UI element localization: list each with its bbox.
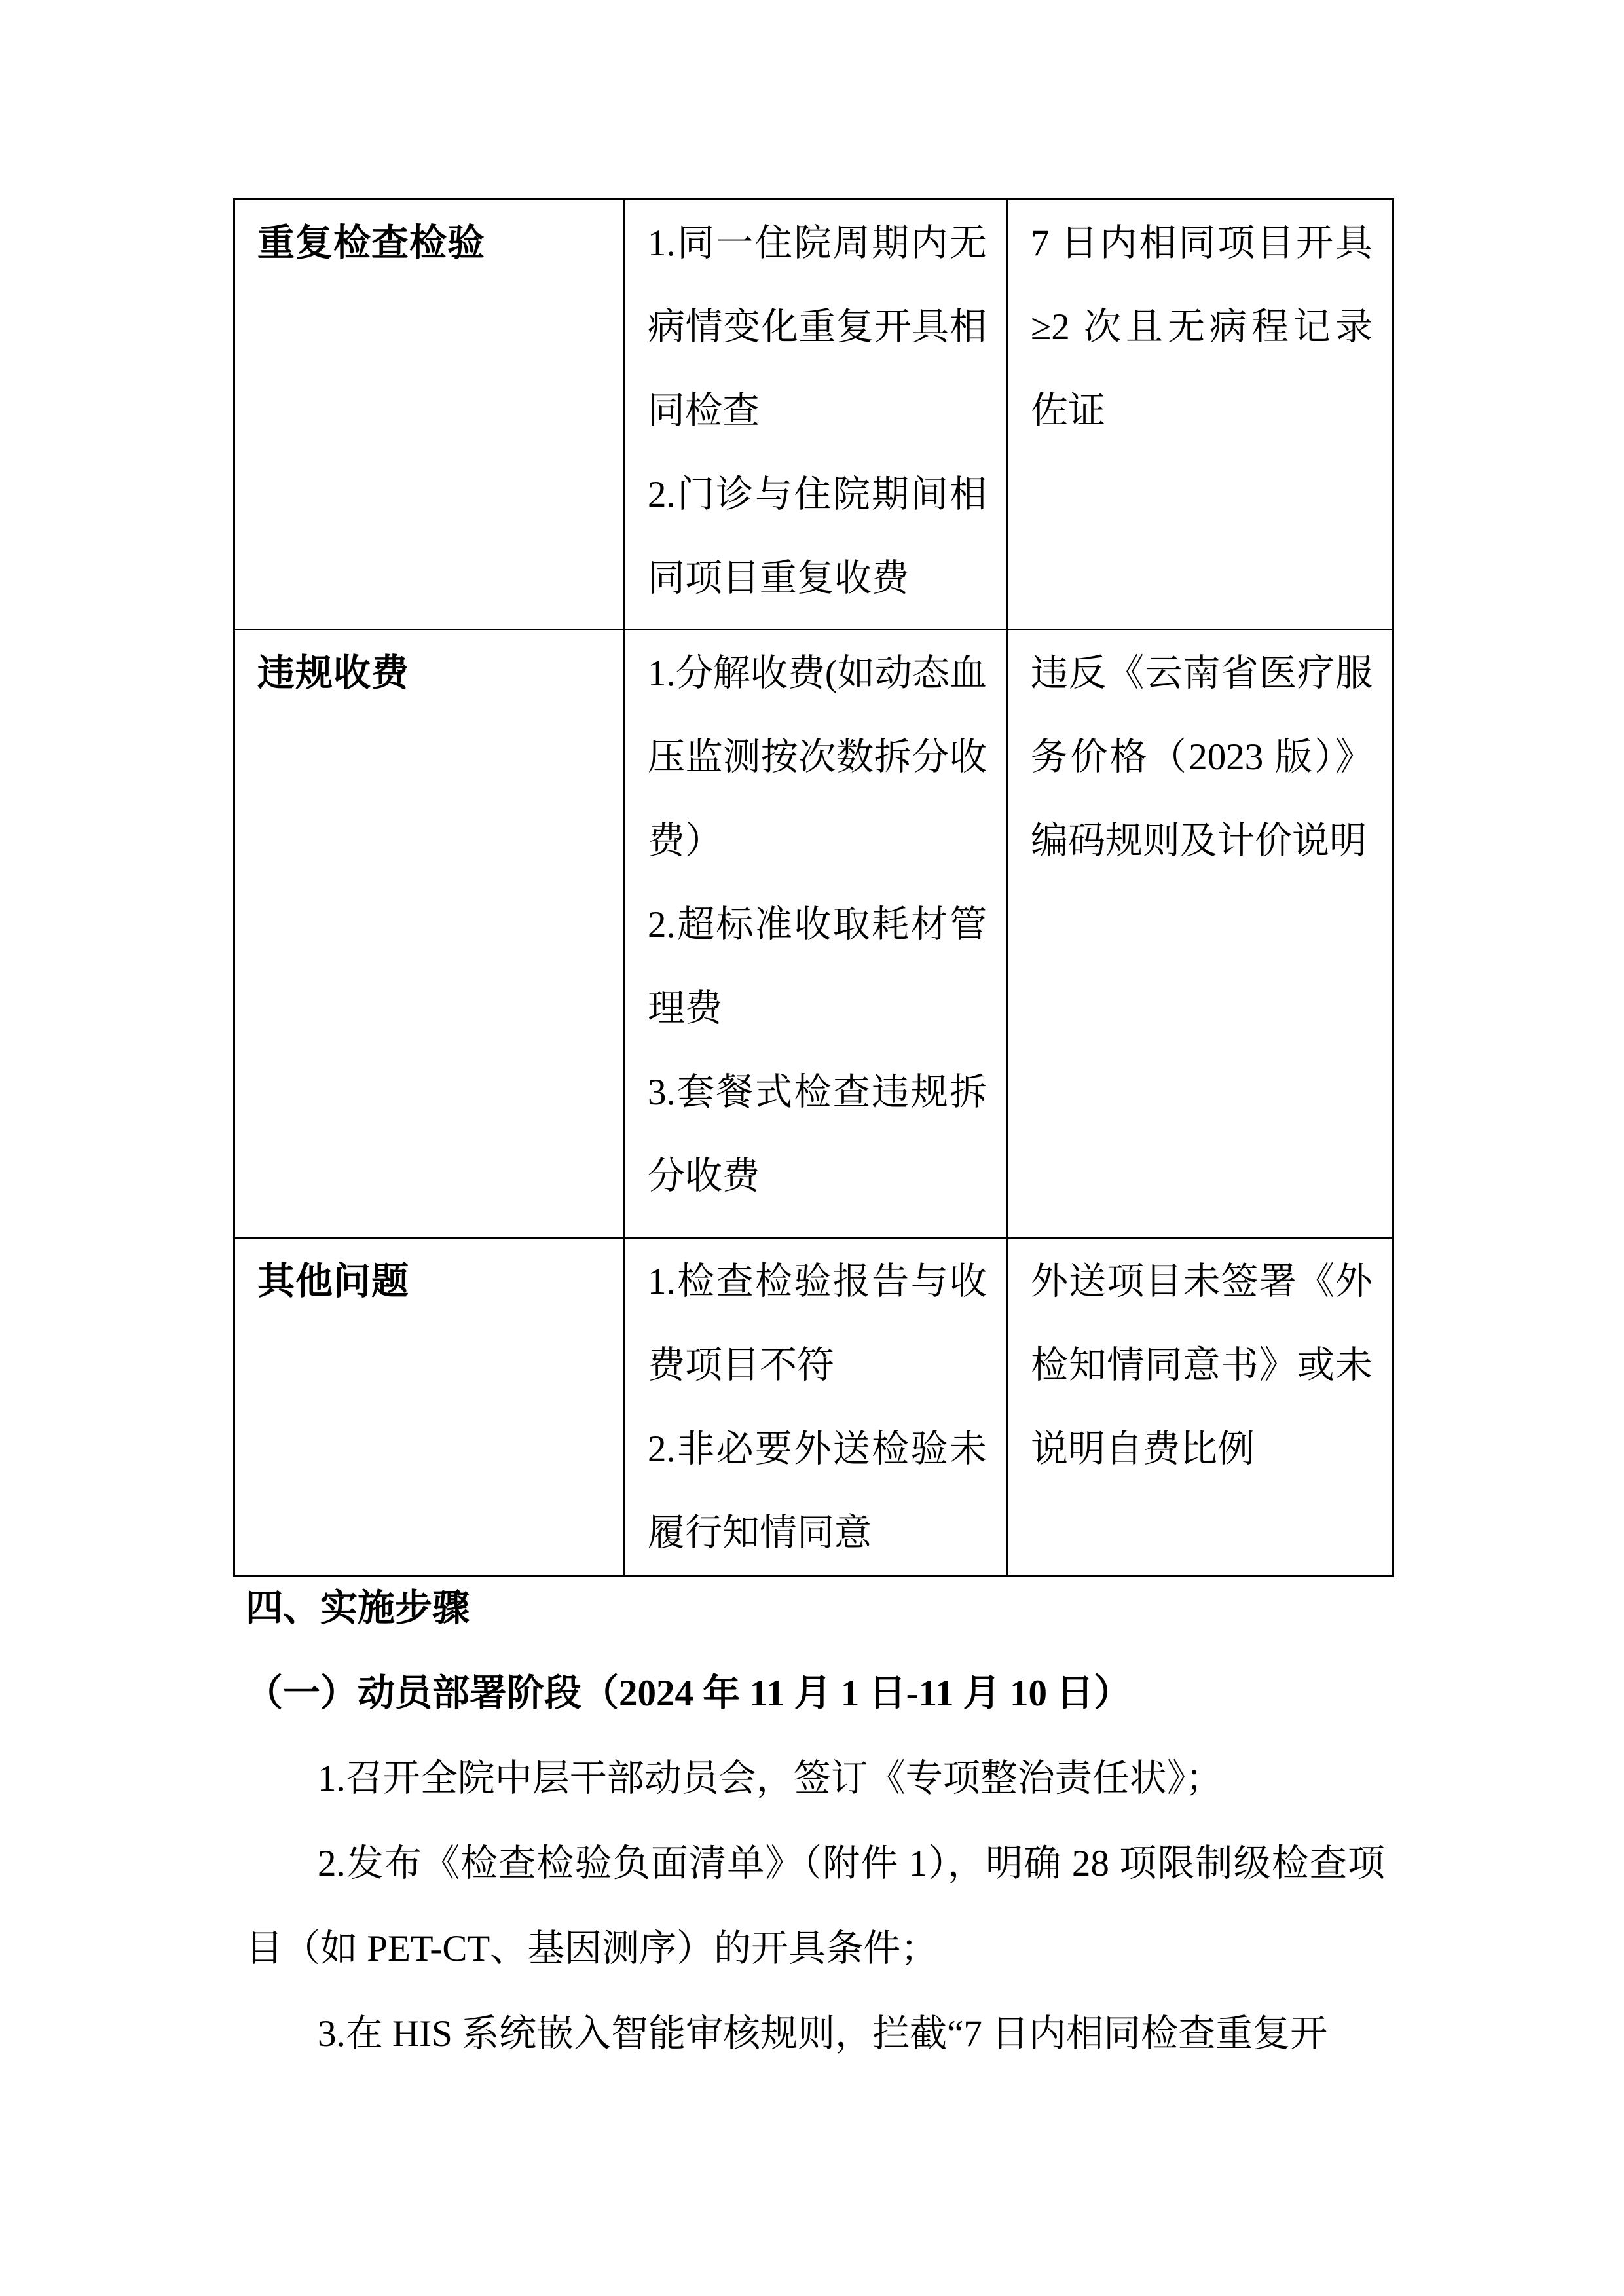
- problems-cell: [625, 630, 1008, 1238]
- body-text: [246, 1566, 1385, 2077]
- category-label: 其他问题: [257, 1261, 409, 1302]
- table-row-duplicate-exams: [234, 200, 1393, 630]
- problem-item: 2.超标准收取耗材管理费: [648, 904, 987, 1029]
- problem-item: 2.非必要外送检验未履行知情同意: [648, 1429, 987, 1554]
- problem-item: 1.分解收费(如动态血压监测按次数拆分收费）: [648, 653, 987, 862]
- criteria-cell: 外送项目未签署《外检知情同意书》或未说明自费比例: [1008, 1238, 1393, 1576]
- criteria-cell: 违反《云南省医疗服务价格（2023 版）》编码规则及计价说明: [1008, 630, 1393, 1238]
- section-heading: 四、实施步骤: [246, 1588, 470, 1629]
- paragraph-2: 2.发布《检查检验负面清单》（附件 1），明确 28 项限制级检查项目（如 PET-CT、基因测序）的开具条件；: [246, 1843, 1385, 1969]
- problem-item: 1.同一住院周期内无病情变化重复开具相同检查: [648, 223, 987, 431]
- category-label: 重复检查检验: [257, 223, 485, 264]
- table-row-other-issues: [234, 1238, 1393, 1576]
- problems-cell: [625, 1238, 1008, 1576]
- problem-item: 3.套餐式检查违规拆分收费: [648, 1072, 987, 1197]
- subsection-heading: （一）动员部署阶段（2024 年 11 月 1 日-11 月 10 日）: [246, 1673, 1132, 1714]
- negative-list-table: [233, 198, 1394, 1577]
- table-row-improper-charging: [234, 630, 1393, 1238]
- criteria-cell: 7 日内相同项目开具≥2 次且无病程记录佐证: [1008, 200, 1393, 630]
- problem-item: 1.检查检验报告与收费项目不符: [648, 1261, 987, 1386]
- paragraph-1: 1.召开全院中层干部动员会，签订《专项整治责任状》；: [318, 1758, 1223, 1799]
- problem-item: 2.门诊与住院期间相同项目重复收费: [648, 474, 987, 599]
- problems-cell: [625, 200, 1008, 630]
- category-label: 违规收费: [257, 653, 409, 694]
- category-cell: [234, 200, 625, 630]
- category-cell: [234, 630, 625, 1238]
- category-cell: [234, 1238, 625, 1576]
- paragraph-3: 3.在 HIS 系统嵌入智能审核规则，拦截“7 日内相同检查重复开: [318, 2013, 1328, 2054]
